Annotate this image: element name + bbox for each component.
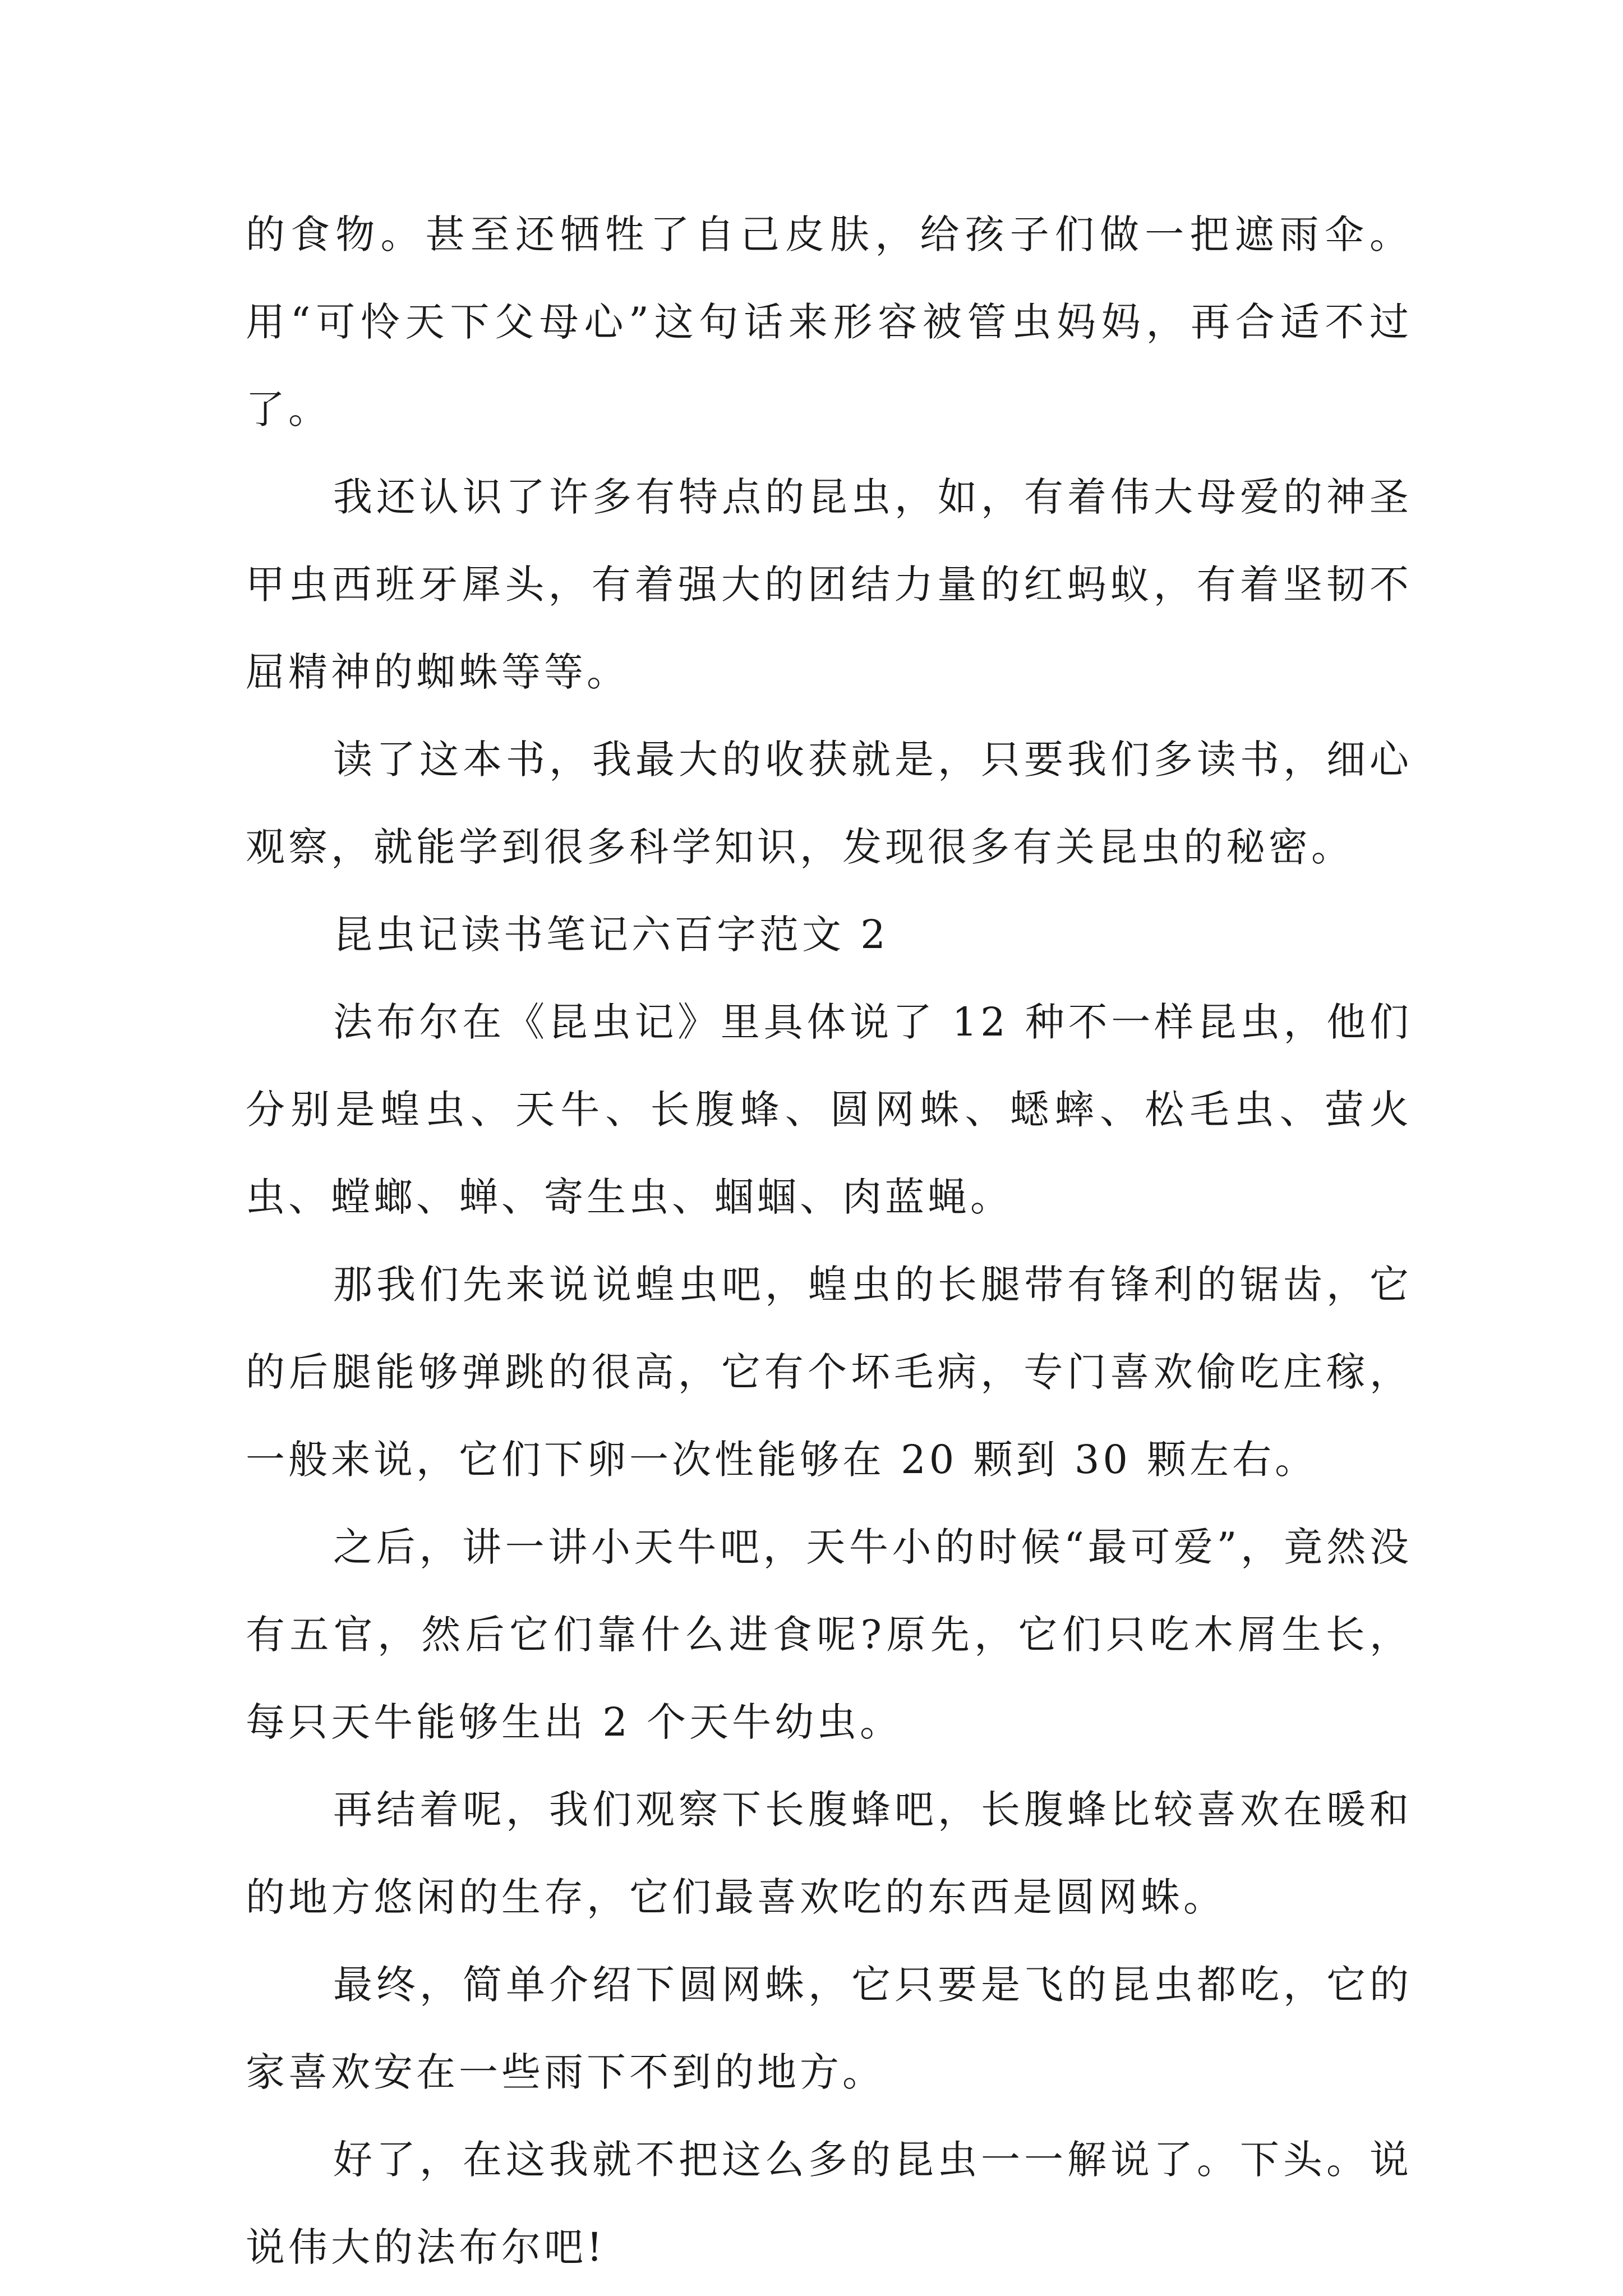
paragraph: 法布尔在《昆虫记》里具体说了 12 种不一样昆虫，他们分别是蝗虫、天牛、长腹蜂、圆网蛛、蟋蟀、松毛虫、萤火虫、螳螂、蝉、寄生虫、蝈蝈、肉蓝蝇。	[246, 999, 1412, 1220]
section-heading: 昆虫记读书笔记六百字范文 2	[333, 912, 889, 958]
document-body	[246, 191, 1412, 2291]
paragraph: 读了这本书，我最大的收获就是，只要我们多读书，细心观察，就能学到很多科学知识，发现很多有关昆虫的秘密。	[246, 737, 1412, 870]
paragraph-continuation: 的食物。甚至还牺牲了自己皮肤，给孩子们做一把遮雨伞。用“可怜天下父母心”这句话来形容被管虫妈妈，再合适不过了。	[246, 211, 1412, 432]
paragraph: 再结着呢，我们观察下长腹蜂吧，长腹蜂比较喜欢在暖和的地方悠闲的生存，它们最喜欢吃的东西是圆网蛛。	[246, 1787, 1412, 1920]
paragraph: 好了，在这我就不把这么多的昆虫一一解说了。下头。说说伟大的法布尔吧!	[246, 2137, 1412, 2270]
paragraph: 我还认识了许多有特点的昆虫，如，有着伟大母爱的神圣甲虫西班牙犀头，有着强大的团结力量的红蚂蚁，有着坚韧不屈精神的蜘蛛等等。	[246, 474, 1412, 695]
paragraph: 那我们先来说说蝗虫吧，蝗虫的长腿带有锋利的锯齿，它的后腿能够弹跳的很高，它有个坏毛病，专门喜欢偷吃庄稼，一般来说，它们下卵一次性能够在 20 颗到 30 颗左右。	[246, 1262, 1412, 1483]
paragraph: 最终，简单介绍下圆网蛛，它只要是飞的昆虫都吃，它的家喜欢安在一些雨下不到的地方。	[246, 1962, 1412, 2095]
paragraph: 之后，讲一讲小天牛吧，天牛小的时候“最可爱”，竟然没有五官，然后它们靠什么进食呢?原先，它们只吃木屑生长，每只天牛能够生出 2 个天牛幼虫。	[246, 1524, 1412, 1745]
